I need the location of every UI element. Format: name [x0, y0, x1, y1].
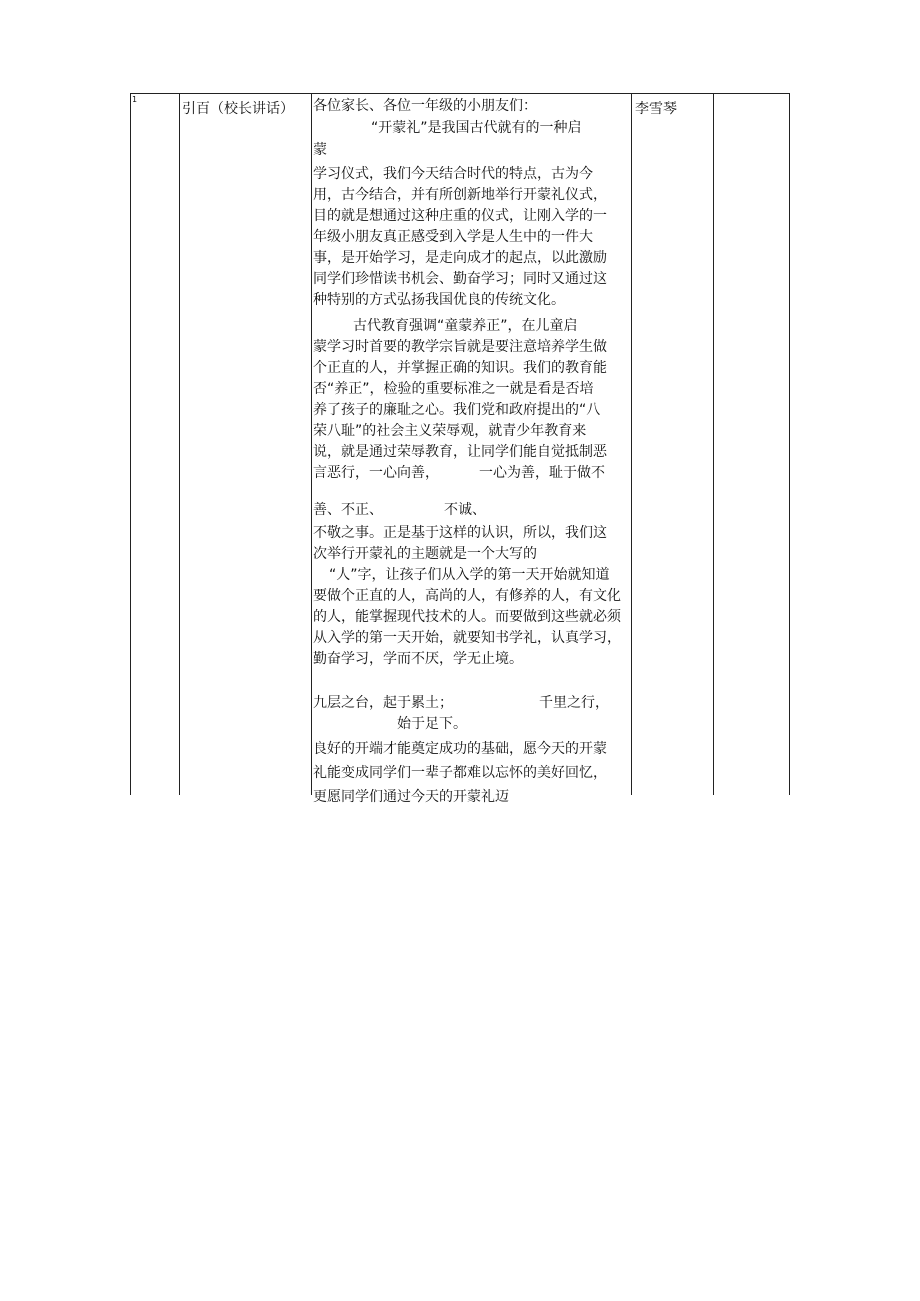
speech-line: 九层之台，起于累土；	[313, 695, 453, 711]
speech-line: 的人，能掌握现代技术的人。而要做到这些就必须	[313, 609, 621, 625]
speech-line: 古代教育强调“童蒙养正”，在儿童启	[353, 318, 578, 334]
speech-line: 个正直的人，并掌握正确的知识。我们的教育能	[313, 360, 607, 376]
speech-line: 养了孩子的廉耻之心。我们党和政府提出的“八	[313, 402, 601, 418]
speech-line: 一心为善，耻于做不	[479, 465, 605, 481]
speech-line: 学习仪式，我们今天结合时代的特点，古为今	[313, 166, 593, 182]
speech-line: 年级小朋友真正感受到入学是人生中的一件大	[313, 229, 593, 245]
speech-line: 更愿同学们通过今天的开蒙礼迈	[313, 789, 509, 805]
speech-line: 不敬之事。正是基于这样的认识，所以，我们这	[313, 525, 607, 541]
speech-line: 始于足下。	[397, 716, 467, 732]
speech-line: 良好的开端才能奠定成功的基础，愿今天的开蒙	[313, 741, 607, 757]
speech-line: 说，就是通过荣辱教育，让同学们能自觉抵制恶	[313, 444, 607, 460]
column-divider	[311, 94, 312, 795]
speech-line: 同学们珍惜读书机会、勤奋学习；同时又通过这	[313, 271, 607, 287]
table-border-left	[130, 94, 131, 795]
speech-line: “开蒙礼”是我国古代就有的一种启	[371, 120, 582, 136]
speech-line: “人”字，让孩子们从入学的第一天开始就知道	[329, 567, 610, 583]
speech-line: 次举行开蒙礼的主题就是一个大写的	[313, 546, 537, 562]
speech-line: 勤奋学习，学而不厌，学无止境。	[313, 651, 523, 667]
column-divider	[713, 94, 714, 795]
speech-line: 蒙学习时首要的教学宗旨就是要注意培养学生做	[313, 339, 607, 355]
program-item: 引百（校长讲话）	[182, 101, 294, 117]
speech-line: 种特别的方式弘扬我国优良的传统文化。	[313, 292, 565, 308]
speech-line: 否“养正”，检验的重要标准之一就是看是否培	[313, 381, 594, 397]
table-border-right	[789, 94, 790, 795]
speech-line: 荣八耻”的社会主义荣辱观，就青少年教育来	[313, 423, 587, 439]
column-divider	[631, 94, 632, 795]
speech-line: 不诚、	[444, 502, 486, 518]
column-divider	[179, 94, 180, 795]
speech-line: 言恶行，一心向善，	[313, 465, 439, 481]
speech-line: 事，是开始学习，是走向成才的起点，以此激励	[313, 250, 607, 266]
responsible-person: 李雪琴	[635, 101, 677, 117]
row-number: 1	[132, 95, 138, 104]
speech-line: 各位家长、各位一年级的小朋友们：	[313, 98, 537, 114]
speech-line: 蒙	[313, 142, 327, 158]
speech-line: 从入学的第一天开始，就要知书学礼，认真学习，	[313, 630, 621, 646]
speech-line: 要做个正直的人，高尚的人，有修养的人，有文化	[313, 588, 621, 604]
speech-line: 礼能变成同学们一辈子都难以忘怀的美好回忆，	[313, 765, 607, 781]
ceremony-program-table	[130, 93, 790, 805]
speech-line: 用，古今结合，并有所创新地举行开蒙礼仪式，	[313, 187, 607, 203]
speech-line: 目的就是想通过这种庄重的仪式，让刚入学的一	[313, 208, 607, 224]
speech-line: 千里之行，	[539, 695, 609, 711]
speech-line: 善、不正、	[313, 502, 383, 518]
